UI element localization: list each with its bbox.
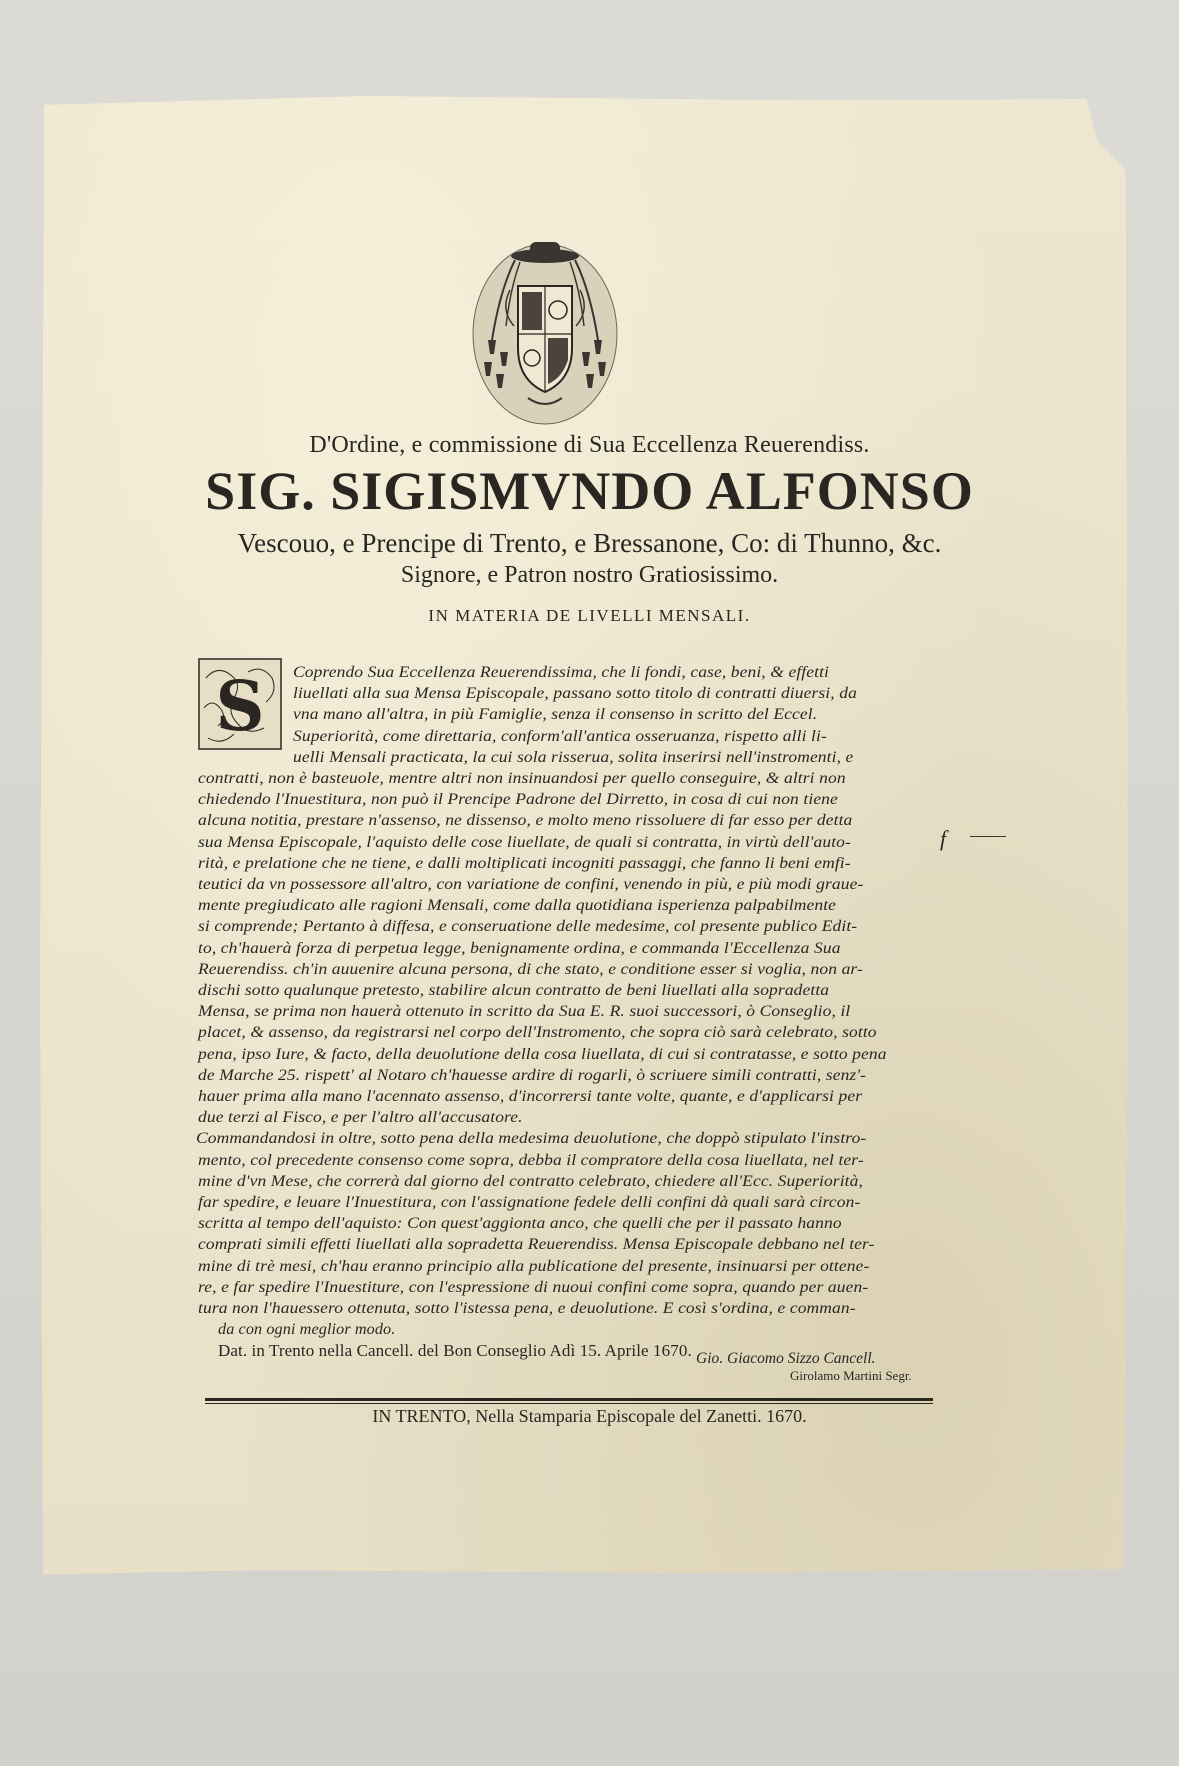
body-line: re, e far spedire l'Inuestiture, con l'espressione di nuoui confini come sopra, quando per auen- (198, 1277, 869, 1296)
coat-of-arms-icon (470, 230, 620, 426)
margin-dash (970, 836, 1006, 837)
body-line: liuellati alla sua Mensa Episcopale, passano sotto titolo di contratti diuersi, da (293, 684, 857, 703)
body-line: due terzi al Fisco, e per l'altro all'accusatore. (198, 1108, 523, 1127)
body-line: hauer prima alla mano l'acennato assenso, d'incorrersi tante volte, quante, e d'applicarsi per (198, 1087, 863, 1105)
body-line: da con ogni meglior modo. (218, 1320, 396, 1339)
svg-text:S: S (215, 667, 265, 747)
body-line: uelli Mensali practicata, la cui sola risserua, solita inserirsi nell'instromenti, e (293, 747, 854, 766)
body-line: scritta al tempo dell'aquisto: Con quest'aggionta anco, che quelli che per il passato hanno (198, 1214, 842, 1233)
body-line: mento, col precedente consenso come sopra, debba il compratore della cosa liuellata, nel ter- (198, 1150, 864, 1169)
subject-heading: IN MATERIA DE LIVELLI MENSALI. (428, 606, 751, 625)
body-line: Dat. in Trento nella Cancell. del Bon Conseglio Adì 15. Aprile 1670. (218, 1341, 692, 1361)
body-line: tura non l'hauessero ottenuta, sotto l'istessa pena, e deuolutione. E così s'ordina, e comman- (198, 1299, 856, 1317)
order-line: D'Ordine, e commissione di Sua Eccellenza Reuerendiss. (309, 432, 870, 458)
ornamental-initial-icon (198, 658, 282, 750)
body-line: vna mano all'altra, in più Famiglie, senza il consenso in scritto del Eccel. (293, 705, 818, 724)
title-line: Vescouo, e Prencipe di Trento, e Bressanone, Co: di Thunno, &c. (237, 528, 942, 558)
body-line: comprati simili effetti liuellati alla sopradetta Reuerendiss. Mensa Episcopale debbano nel ter- (198, 1235, 875, 1254)
body-line: chiedendo l'Inuestitura, non può il Prencipe Padrone del Dirretto, in cosa di cui non tiene (198, 790, 838, 809)
divider-rule-thin (205, 1403, 933, 1404)
divider-rule (205, 1398, 933, 1401)
secretary-signature: Girolamo Martini Segr. (790, 1368, 912, 1383)
body-line: alcuna notitia, prestare n'assenso, ne dissenso, e molto meno rissoluere di far esso per detta (198, 811, 853, 830)
subtitle-line: Signore, e Patron nostro Gratiosissimo. (400, 562, 779, 588)
chancellor-signature: Gio. Giacomo Sizzo Cancell. (696, 1350, 876, 1367)
printer-imprint: IN TRENTO, Nella Stamparia Episcopale del Zanetti. 1670. (372, 1406, 807, 1426)
body-line: si comprende; Pertanto à diffesa, e conseruatione delle medesime, col presente publico Edit- (198, 917, 858, 936)
body-line: teutici da vn possessore all'altro, con variatione de confini, venendo in più, e più modi graue- (198, 875, 864, 893)
bishop-name: SIG. SIGISMVNDO ALFONSO (205, 461, 974, 521)
body-line: far spedire, e leuare l'Inuestitura, con l'assignatione fedele delli confini dà quali sarà circon- (198, 1193, 861, 1211)
body-line: sua Mensa Episcopale, l'aquisto delle cose liuellate, de quali si contratta, in virtù dell'auto- (198, 832, 851, 851)
body-line: rità, e prelatione che ne tiene, e dalli moltiplicati incogniti passaggi, che fanno li beni emfi- (198, 853, 851, 872)
body-line: de Marche 25. rispett' al Notaro ch'hauesse ardire di rogarli, ò scriuere simili contratti, senz'- (198, 1065, 867, 1084)
body-line: dischi sotto qualunque pretesto, stabilire alcun contratto de beni liuellati alla sopradetta (198, 981, 830, 999)
body-line: mente pregiudicato alle ragioni Mensali, come dalla quotidiana isperienza palpabilmente (198, 896, 837, 915)
body-line: Reuerendiss. ch'in auuenire alcuna persona, di che stato, e conditione esser si voglia, non ar- (198, 959, 863, 978)
body-line: Commandandosi in oltre, sotto pena della medesima deuolutione, che doppò stipulato l'instro- (196, 1129, 867, 1148)
body-line: Mensa, se prima non hauerà ottenuto in scritto da Sua E. R. suoi successori, ò Conseglio, il (198, 1002, 851, 1021)
body-line: Superiorità, come direttaria, conform'all'antica osseruanza, rispetto alli li- (293, 726, 827, 745)
body-line: mine d'vn Mese, che correrà dal giorno del contratto celebrato, chiedere all'Ecc. Superiorità, (198, 1171, 863, 1190)
margin-note: f (940, 826, 947, 851)
body-line: to, ch'hauerà forza di perpetua legge, benignamente ordina, e commanda l'Eccellenza Sua (198, 938, 841, 957)
body-line: mine di trè mesi, ch'hau eranno principio alla publicatione del presente, insinuarsi per ottene- (198, 1256, 870, 1275)
body-line: Coprendo Sua Eccellenza Reuerendissima, che li fondi, case, beni, & effetti (293, 663, 830, 681)
body-line: contratti, non è basteuole, mentre altri non insinuandosi per quello conseguire, & altri non (198, 769, 846, 787)
body-line: pena, ipso Iure, & facto, della deuolutione della cosa liuellata, di cui si contratasse, e sotto pena (198, 1044, 887, 1063)
body-line: placet, & assenso, da registrarsi nel corpo dell'Instromento, che sopra ciò sarà celebrato, sotto (198, 1023, 877, 1042)
